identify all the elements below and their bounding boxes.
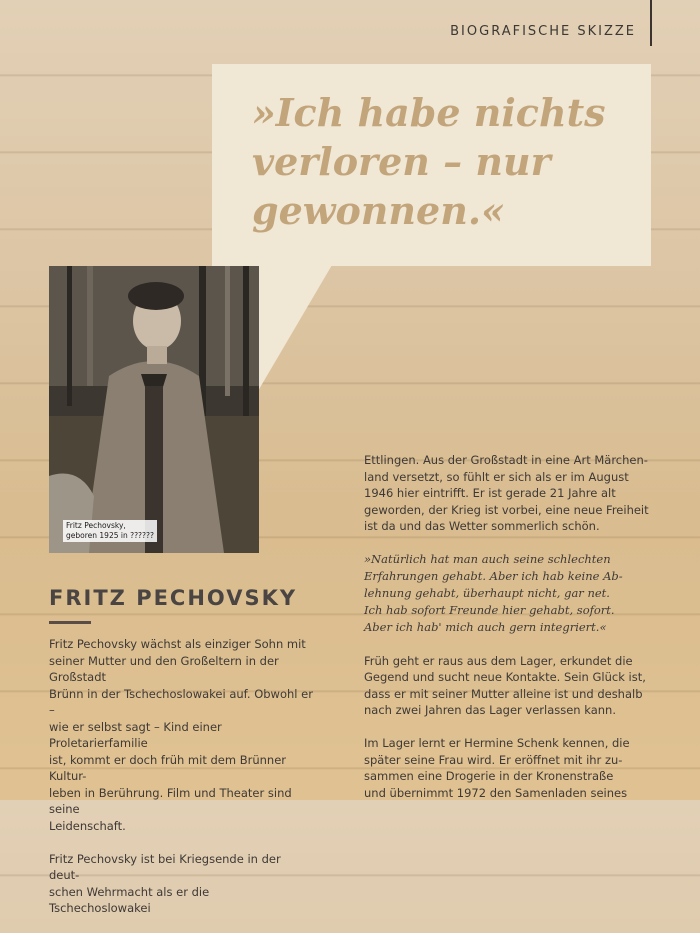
right-text-column: [364, 452, 654, 818]
photo-caption-line-2: geboren 1925 in ??????: [66, 531, 154, 540]
photo-caption: [63, 520, 157, 542]
header-divider-line: [650, 0, 652, 46]
right-paragraph-3: Im Lager lernt er Hermine Schenk kennen, die später seine Frau wird. Er eröffnet mit ihr zu- sammen eine Drogerie in der Kronenstraße und übernimmt 1972 den Samenladen seines: [364, 736, 630, 800]
right-paragraph-2: Früh geht er raus aus dem Lager, erkundet die Gegend und sucht neue Kontakte. Sein Glück ist, dass er mit seiner Mutter alleine ist und deshalb nach zwei Jahren das Lager verlassen kann.: [364, 653, 646, 717]
portrait-photo: [49, 266, 259, 553]
right-inline-quote: »Natürlich hat man auch seine schlechten Erfahrungen gehabt. Aber ich hab keine Ab- lehnung gehabt, überhaupt nicht, gar net. Ich hab sofort Freunde hier gehabt, sofort. Aber ich hab' mich auch gern integriert.«: [364, 552, 623, 634]
pull-quote-text: »Ich habe nichts verloren – nur gewonnen.«: [252, 90, 606, 233]
right-paragraph-1: Ettlingen. Aus der Großstadt in eine Art Märchen- land versetzt, so fühlt er sich als er im August 1946 hier eintrifft. Er ist gerade 21 Jahre alt geworden, der Krieg ist vorbei, eine neue Freiheit ist da und das Wetter sommerlich schön.: [364, 453, 649, 533]
pull-quote-tail: [258, 265, 332, 391]
section-label: BIOGRAFISCHE SKIZZE: [450, 24, 636, 39]
left-paragraph-1: Fritz Pechovsky wächst als einziger Sohn mit seiner Mutter und den Großeltern in der Großstadt Brünn in der Tschechoslowakei auf. Obwohl er – wie er selbst sagt – Kind einer Proletarierfamilie ist, kommt er doch früh mit dem Brünner Kultur- leben in Berührung. Film und Theater sind seine Leidenschaft.: [49, 637, 313, 833]
photo-caption-line-1: Fritz Pechovsky,: [66, 521, 126, 530]
heading-underline: [49, 621, 91, 624]
person-name-heading: FRITZ PECHOVSKY: [49, 586, 298, 610]
left-paragraph-2: Fritz Pechovsky ist bei Kriegsende in der deut- schen Wehrmacht als er die Tschechoslowakei: [49, 851, 281, 915]
portrait-illustration: [49, 266, 259, 553]
left-text-column: [49, 636, 314, 933]
